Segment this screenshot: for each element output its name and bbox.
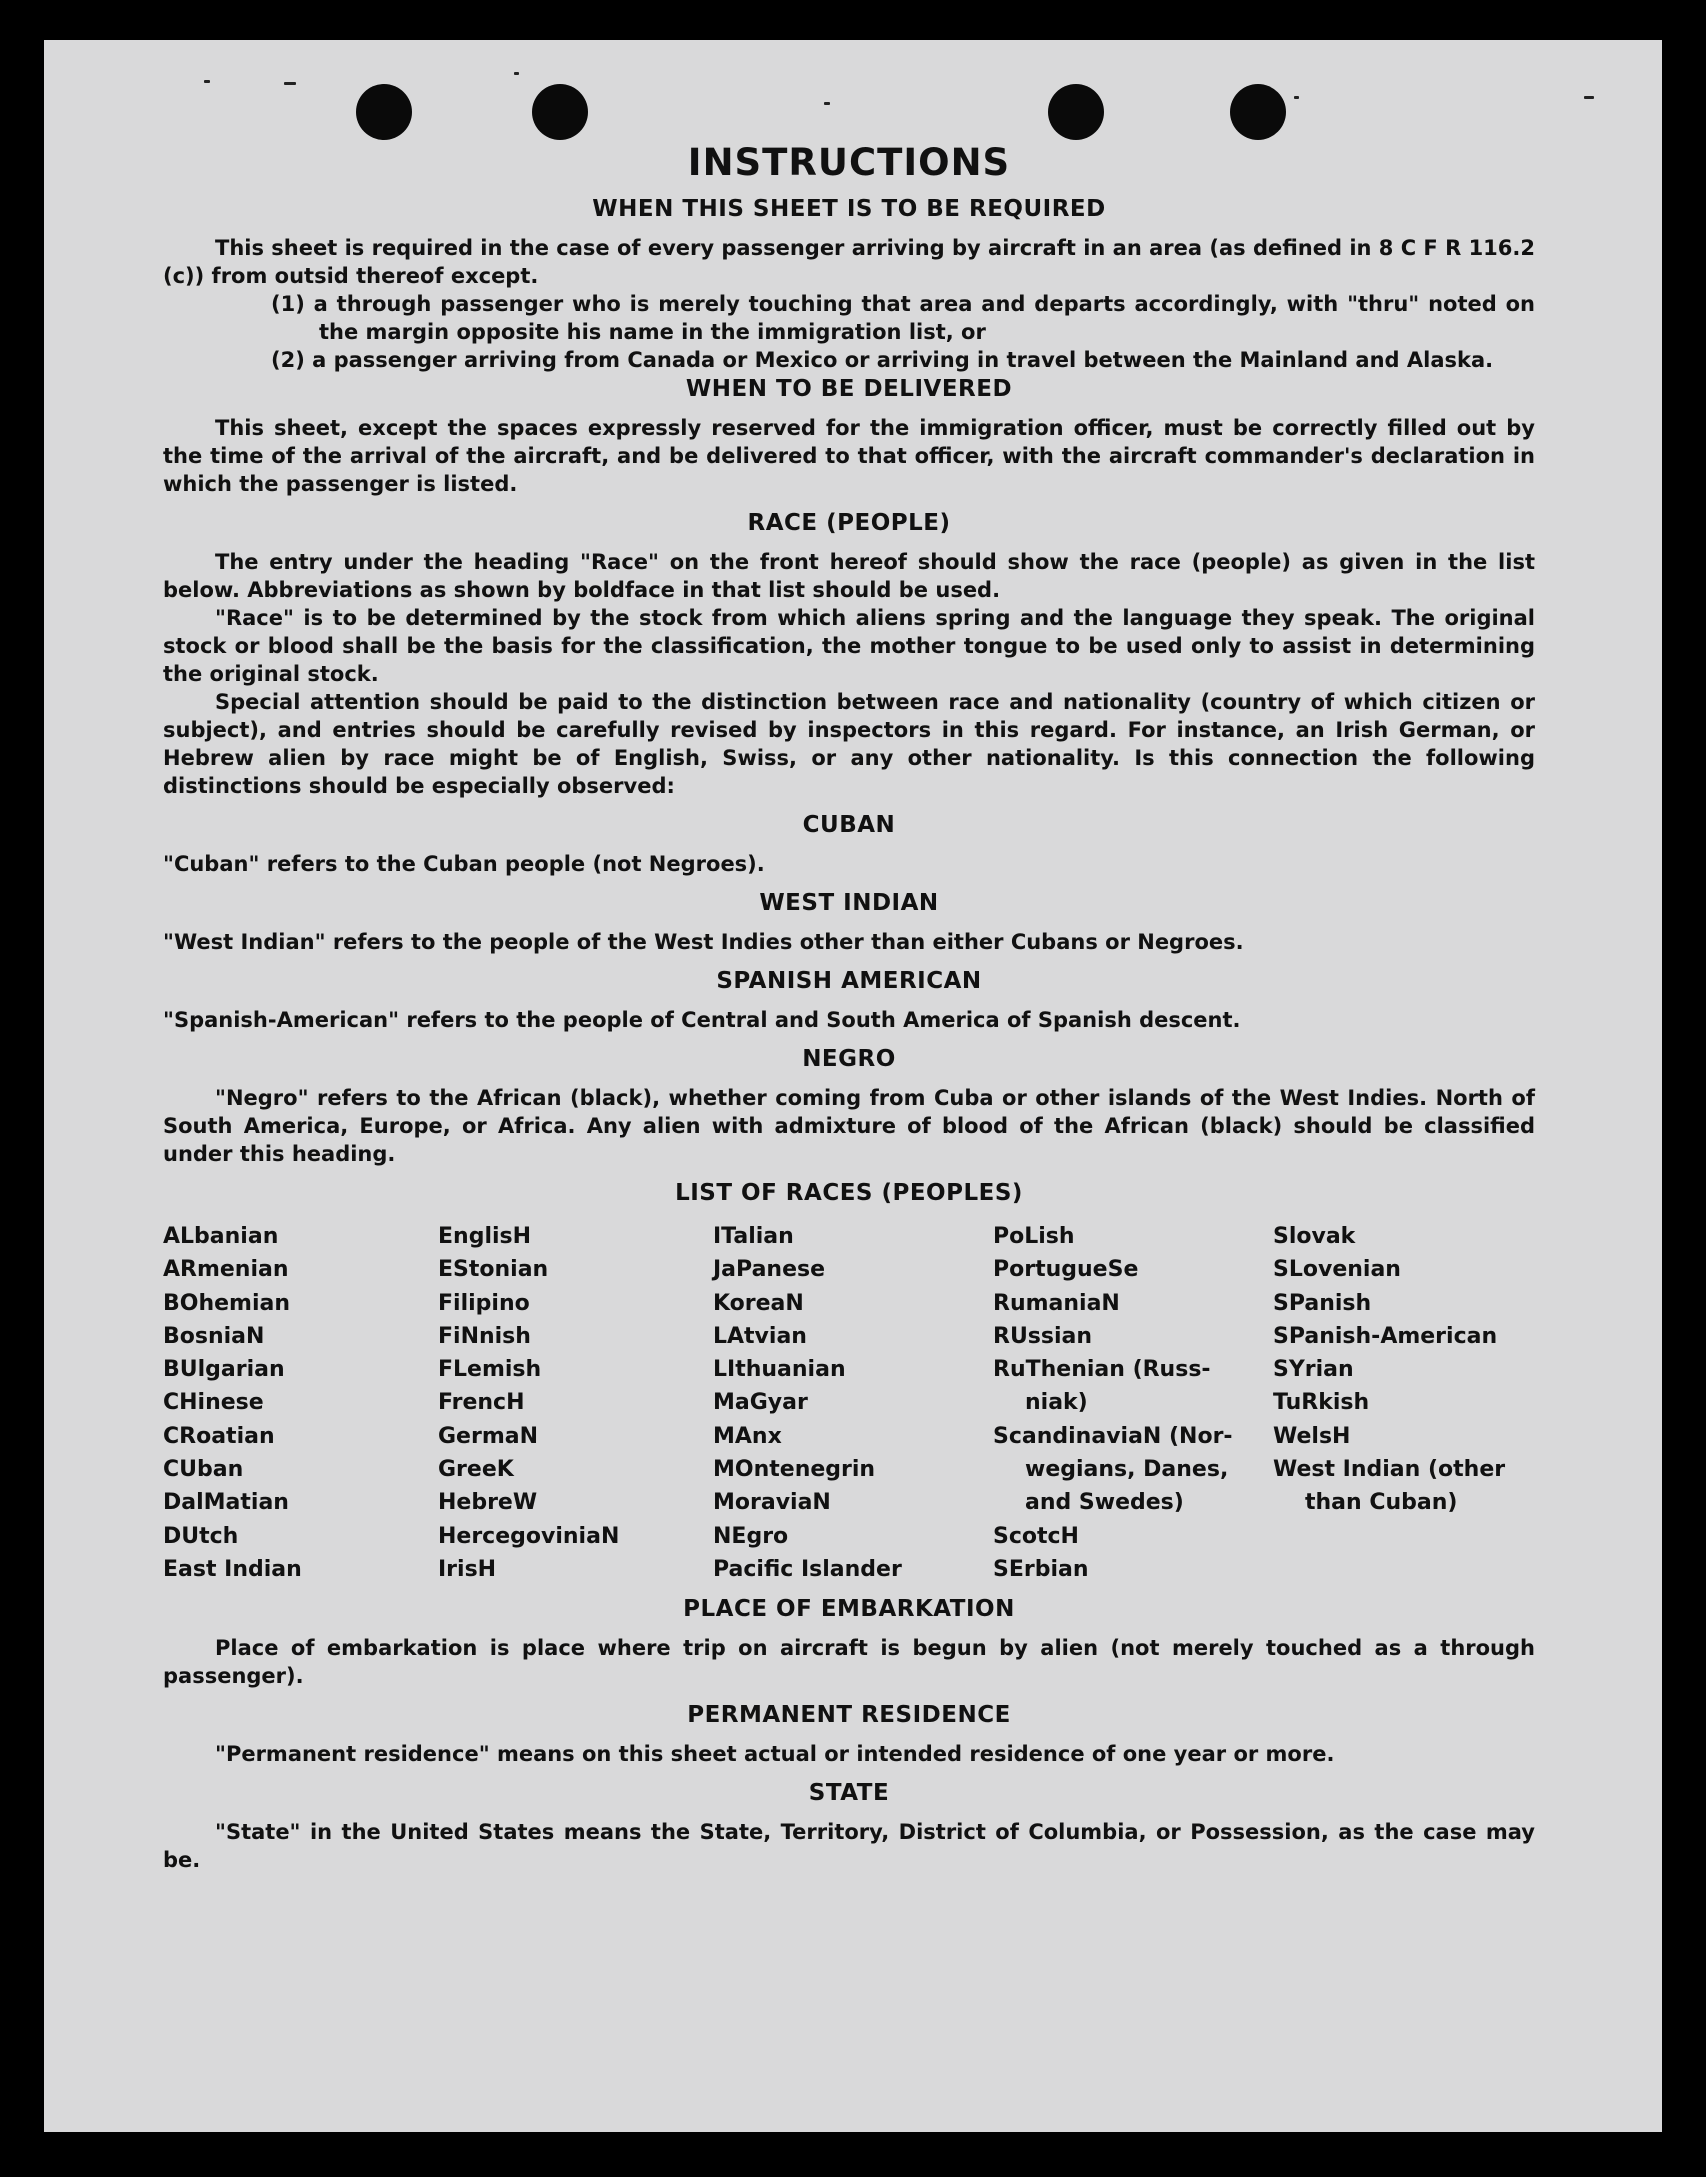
race-entry: GreeK [438,1457,514,1483]
race-entry: BOhemian [163,1290,291,1316]
races-list [163,1220,1535,1586]
section-heading: LIST OF RACES (PEOPLES) [675,1180,1023,1206]
paragraph: "State" in the United States means the State, Territory, District of Columbia, or Possession, as the case may be. [163,1820,1535,1873]
race-entry: East Indian [163,1556,302,1582]
race-entry: LIthuanian [713,1357,846,1383]
speck [1294,96,1299,99]
race-entry: BUlgarian [163,1357,285,1383]
list-item: (1) a through passenger who is merely touching that area and departs accordingly, with "thru" noted on the margin opposite his name in the immigration list, or [271,292,1535,344]
speck [204,80,210,83]
race-entry-continued: niak) [1025,1390,1088,1416]
race-entry: SLovenian [1273,1257,1401,1283]
races-column [1273,1220,1535,1586]
speck [514,72,519,75]
race-entry: HebreW [438,1490,538,1516]
paragraph: "West Indian" refers to the people of the West Indies other than either Cubans or Negroes. [163,930,1244,954]
race-entry: FrencH [438,1390,525,1416]
section-heading: PERMANENT RESIDENCE [687,1702,1011,1729]
race-entry: RumaniaN [993,1290,1120,1316]
race-entry: SErbian [993,1556,1089,1582]
race-entry: HercegoviniaN [438,1523,620,1549]
race-entry-continued: and Swedes) [1025,1490,1184,1516]
speck [824,102,830,105]
races-column [163,1220,438,1586]
race-entry: SYrian [1273,1357,1354,1383]
race-entry: Slovak [1273,1224,1356,1249]
race-entry: KoreaN [713,1290,804,1316]
race-entry: DUtch [163,1523,239,1549]
race-entry: GermaN [438,1423,539,1449]
race-entry: EnglisH [438,1224,532,1249]
section-heading: WEST INDIAN [759,890,939,916]
race-entry: FiNnish [438,1323,531,1349]
punch-hole [1048,84,1104,140]
race-entry: MOntenegrin [713,1457,876,1483]
race-entry: FLemish [438,1357,542,1383]
race-entry: ScotcH [993,1523,1079,1549]
section-heading: WHEN THIS SHEET IS TO BE REQUIRED [592,196,1106,222]
punch-hole [532,84,588,140]
race-entry: SPanish [1273,1290,1372,1316]
paragraph: This sheet is required in the case of every passenger arriving by aircraft in an area (as defined in 8 C F R 116.2 (c)) from outsid thereof except. [163,236,1535,288]
race-entry: ScandinaviaN (Nor- [993,1423,1233,1449]
race-entry: JaPanese [713,1257,826,1283]
instructions-body [163,140,1535,1874]
race-entry: Filipino [438,1290,530,1316]
race-entry: LAtvian [713,1323,807,1349]
paragraph: The entry under the heading "Race" on the front hereof should show the race (people) as given in the list below. Abbreviations as shown by boldface in that list should be used. [163,550,1535,602]
race-entry: MoraviaN [713,1490,831,1516]
race-entry-continued: than Cuban) [1305,1490,1458,1516]
race-entry: Pacific Islander [713,1556,902,1582]
race-entry: CUban [163,1457,244,1483]
paragraph: "Spanish-American" refers to the people of Central and South America of Spanish descent. [163,1008,1241,1032]
race-entry: MAnx [713,1423,782,1449]
paragraph: "Race" is to be determined by the stock from which aliens spring and the language they speak. The original stock or blood shall be the basis for the classification, the mother tongue to be used only to assist in determining the original stock. [163,606,1535,686]
race-entry: WelsH [1273,1423,1351,1449]
race-entry: CHinese [163,1390,264,1416]
speck [1584,96,1594,99]
speck [284,82,296,85]
race-entry-continued: wegians, Danes, [1025,1457,1229,1483]
document-sheet [44,40,1662,2132]
race-entry: MaGyar [713,1390,808,1416]
section-heading: NEGRO [802,1046,896,1072]
race-entry: DalMatian [163,1490,289,1516]
paragraph: Place of embarkation is place where trip on aircraft is begun by alien (not merely touched as a through passenger). [163,1636,1535,1689]
paragraph: "Negro" refers to the African (black), whether coming from Cuba or other islands of the West Indies. North of South America, Europe, or Africa. Any alien with admixture of blood of the African (black) should be classified under this heading. [163,1086,1535,1166]
paragraph: "Cuban" refers to the Cuban people (not Negroes). [163,852,765,876]
race-entry: West Indian (other [1273,1457,1506,1483]
section-heading: WHEN TO BE DELIVERED [685,376,1013,402]
punch-hole [1230,84,1286,140]
races-column [438,1220,713,1586]
list-item: (2) a passenger arriving from Canada or Mexico or arriving in travel between the Mainland and Alaska. [271,348,1494,372]
paragraph: "Permanent residence" means on this sheet actual or intended residence of one year or more. [215,1742,1335,1767]
section-heading: STATE [808,1780,890,1807]
race-entry: CRoatian [163,1423,275,1449]
section-heading: PLACE OF EMBARKATION [683,1596,1015,1623]
races-column [713,1220,993,1586]
race-entry: ALbanian [163,1224,279,1249]
section-heading: CUBAN [802,812,896,838]
race-entry: NEgro [713,1523,789,1549]
page-title: INSTRUCTIONS [687,141,1011,184]
paragraph: This sheet, except the spaces expressly reserved for the immigration officer, must be correctly filled out by the time of the arrival of the aircraft, and be delivered to that officer, with the aircraft commander's declaration in which the passenger is listed. [163,416,1535,496]
section-heading: SPANISH AMERICAN [716,968,982,994]
race-entry: PoLish [993,1224,1075,1249]
race-entry: BosniaN [163,1323,265,1349]
race-entry: SPanish-American [1273,1323,1498,1349]
race-entry: RuThenian (Russ- [993,1357,1211,1383]
punch-hole [356,84,412,140]
race-entry: EStonian [438,1257,549,1283]
paragraph: Special attention should be paid to the distinction between race and nationality (country of which citizen or subject), and entries should be carefully revised by inspectors in this regard. For instance, an Irish German, or Hebrew alien by race might be of English, Swiss, or any other nationality. Is this connection the following distinctions should be especially observed: [163,690,1535,798]
race-entry: TuRkish [1273,1390,1370,1416]
race-entry: ARmenian [163,1257,289,1283]
races-column [993,1220,1273,1586]
race-entry: IrisH [438,1556,497,1582]
section-heading: RACE (PEOPLE) [747,510,951,536]
race-entry: PortugueSe [993,1257,1139,1283]
race-entry: RUssian [993,1323,1093,1349]
race-entry: ITalian [713,1224,794,1249]
